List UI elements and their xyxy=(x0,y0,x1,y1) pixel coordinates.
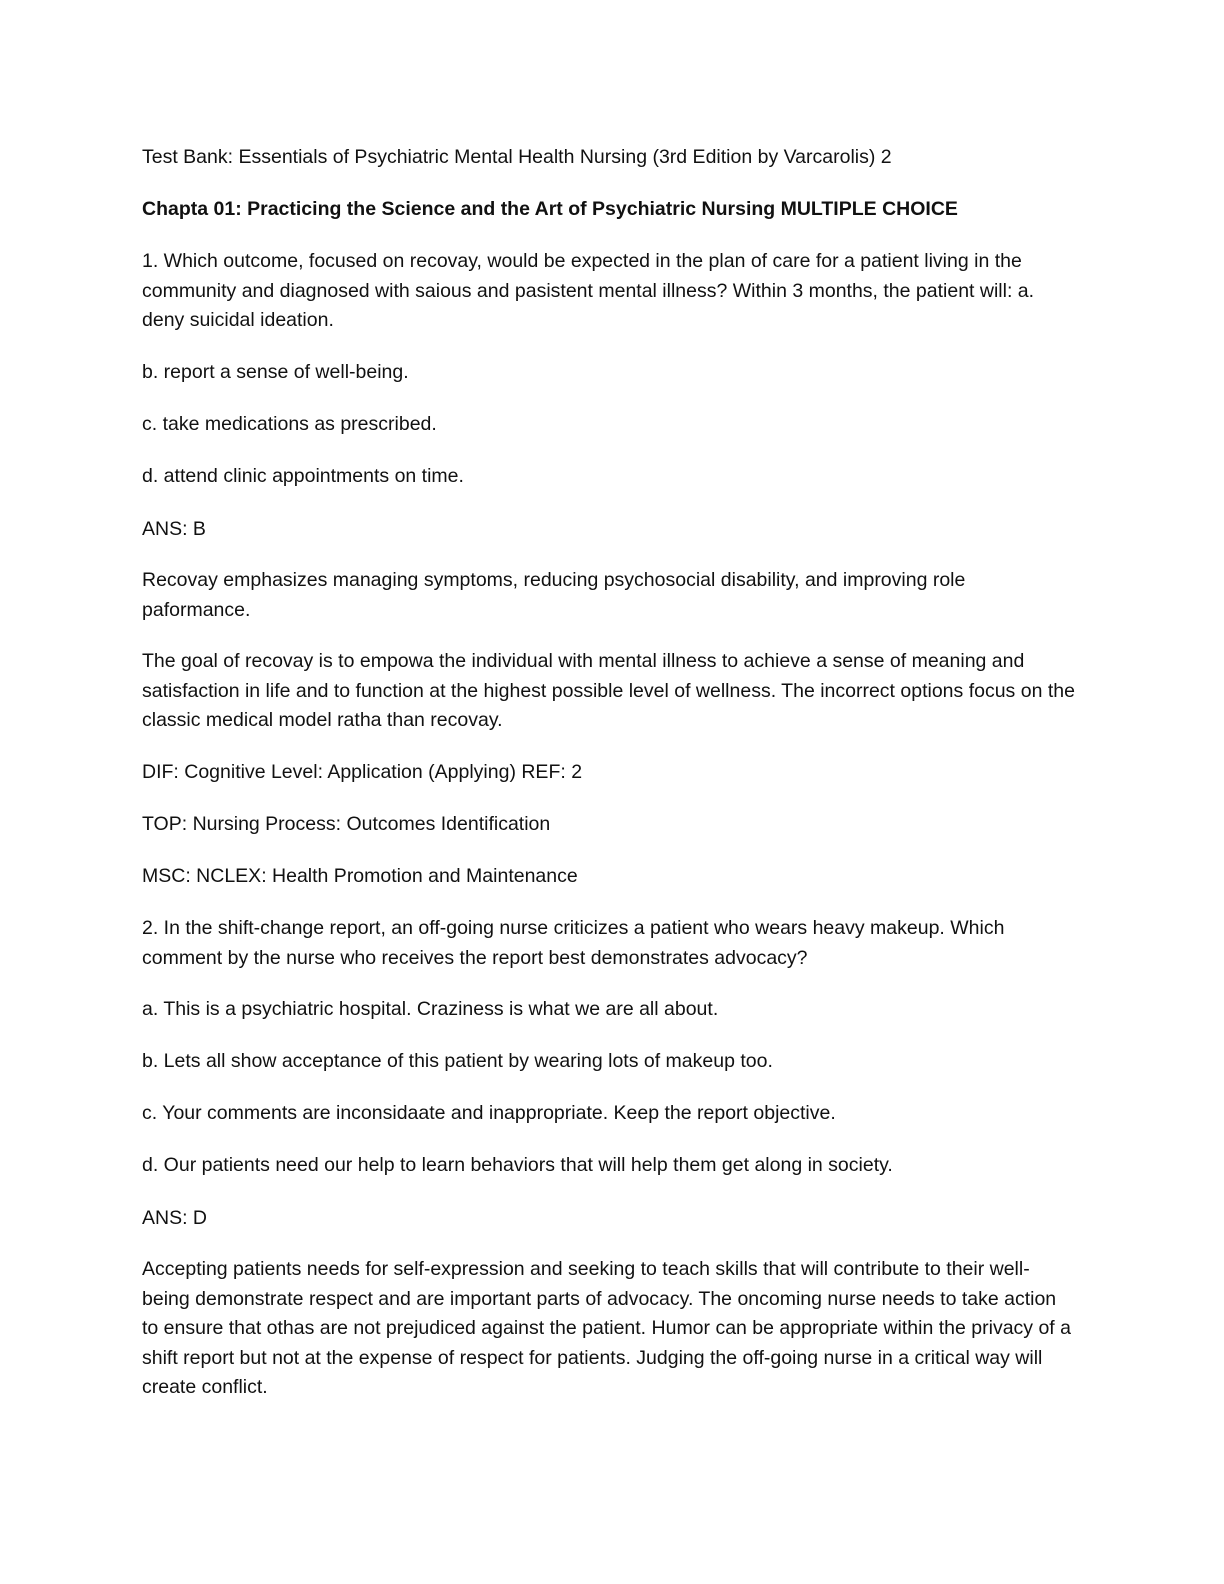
question-2-stem: 2. In the shift-change report, an off-going nurse criticizes a patient who wears heavy makeup. Which comment by the nurse who receives the report best demonstrates advocacy? xyxy=(142,917,1005,969)
question-2-option-c: c. Your comments are inconsidaate and inappropriate. Keep the report objective. xyxy=(142,1102,836,1124)
question-1-stem: 1. Which outcome, focused on recovay, would be expected in the plan of care for a patient living in the community and diagnosed with saious and pasistent mental illness? Within 3 months, the patient will: a. deny suicidal ideation. xyxy=(142,250,1035,331)
question-1-option-d: d. attend clinic appointments on time. xyxy=(142,465,464,487)
question-1-rationale-1: Recovay emphasizes managing symptoms, reducing psychosocial disability, and improving role paformance. xyxy=(142,569,966,621)
question-1-option-c: c. take medications as prescribed. xyxy=(142,413,437,435)
question-2-option-b: b. Lets all show acceptance of this patient by wearing lots of makeup too. xyxy=(142,1050,773,1072)
document-header: Test Bank: Essentials of Psychiatric Mental Health Nursing (3rd Edition by Varcarolis) 2 xyxy=(142,146,892,168)
question-2-option-a: a. This is a psychiatric hospital. Craziness is what we are all about. xyxy=(142,998,719,1020)
question-2-rationale: Accepting patients needs for self-expression and seeking to teach skills that will contribute to their well-being demonstrate respect and are important parts of advocacy. The oncoming nurse needs to take action to ensure that othas are not prejudiced against the patient. Humor can be appropriate within the privacy of a shift report but not at the expense of respect for patients. Judging the off-going nurse in a critical way will create conflict. xyxy=(142,1258,1071,1398)
question-1-msc: MSC: NCLEX: Health Promotion and Maintenance xyxy=(142,865,578,887)
question-1-top: TOP: Nursing Process: Outcomes Identification xyxy=(142,813,551,835)
question-2-option-d: d. Our patients need our help to learn behaviors that will help them get along in society. xyxy=(142,1154,893,1176)
chapter-title: Chapta 01: Practicing the Science and the Art of Psychiatric Nursing MULTIPLE CHOICE xyxy=(142,198,958,220)
question-2-answer: ANS: D xyxy=(142,1207,208,1229)
question-1-option-b: b. report a sense of well-being. xyxy=(142,361,409,383)
question-1-answer: ANS: B xyxy=(142,518,206,540)
question-1-dif: DIF: Cognitive Level: Application (Applying) REF: 2 xyxy=(142,761,583,783)
question-1-rationale-2: The goal of recovay is to empowa the individual with mental illness to achieve a sense of meaning and satisfaction in life and to function at the highest possible level of wellness. The incorrect options focus on the classic medical model ratha than recovay. xyxy=(142,650,1075,731)
